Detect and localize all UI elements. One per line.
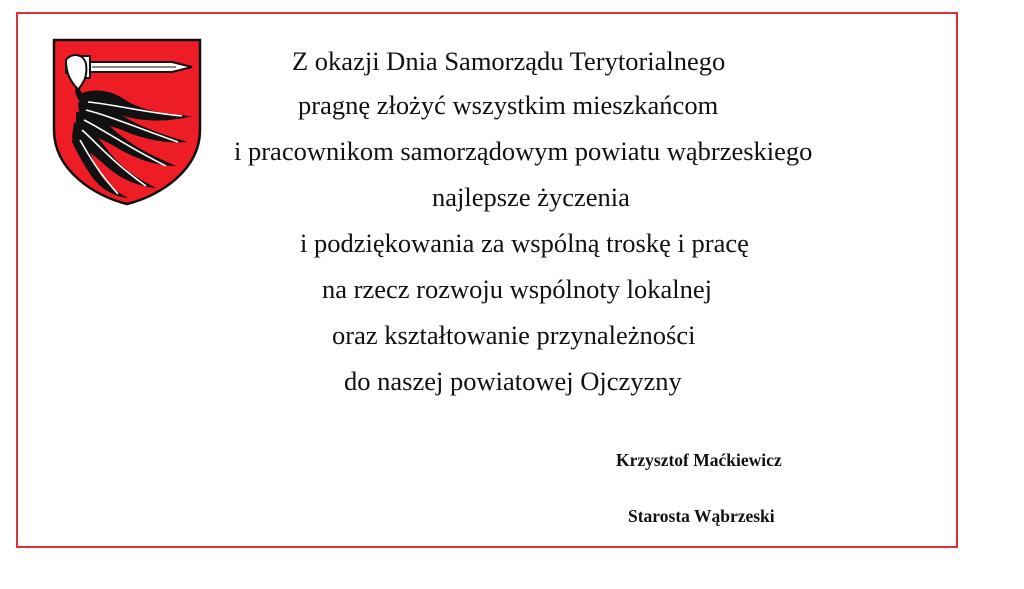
- coat-of-arms-icon: [52, 38, 202, 206]
- greeting-line: pragnę złożyć wszystkim mieszkańcom: [298, 90, 719, 120]
- greeting-line: oraz kształtowanie przynależności: [332, 320, 696, 350]
- greeting-line: do naszej powiatowej Ojczyzny: [344, 366, 682, 396]
- greeting-line: i podziękowania za wspólną troskę i pracę: [300, 228, 749, 258]
- signatory-name: Krzysztof Maćkiewicz: [616, 450, 782, 470]
- signatory-title: Starosta Wąbrzeski: [628, 506, 775, 526]
- greeting-line: najlepsze życzenia: [432, 182, 630, 212]
- greeting-line: i pracownikom samorządowym powiatu wąbrzeskiego: [234, 136, 813, 166]
- greeting-line: na rzecz rozwoju wspólnoty lokalnej: [322, 274, 713, 304]
- greeting-line: Z okazji Dnia Samorządu Terytorialnego: [292, 46, 726, 76]
